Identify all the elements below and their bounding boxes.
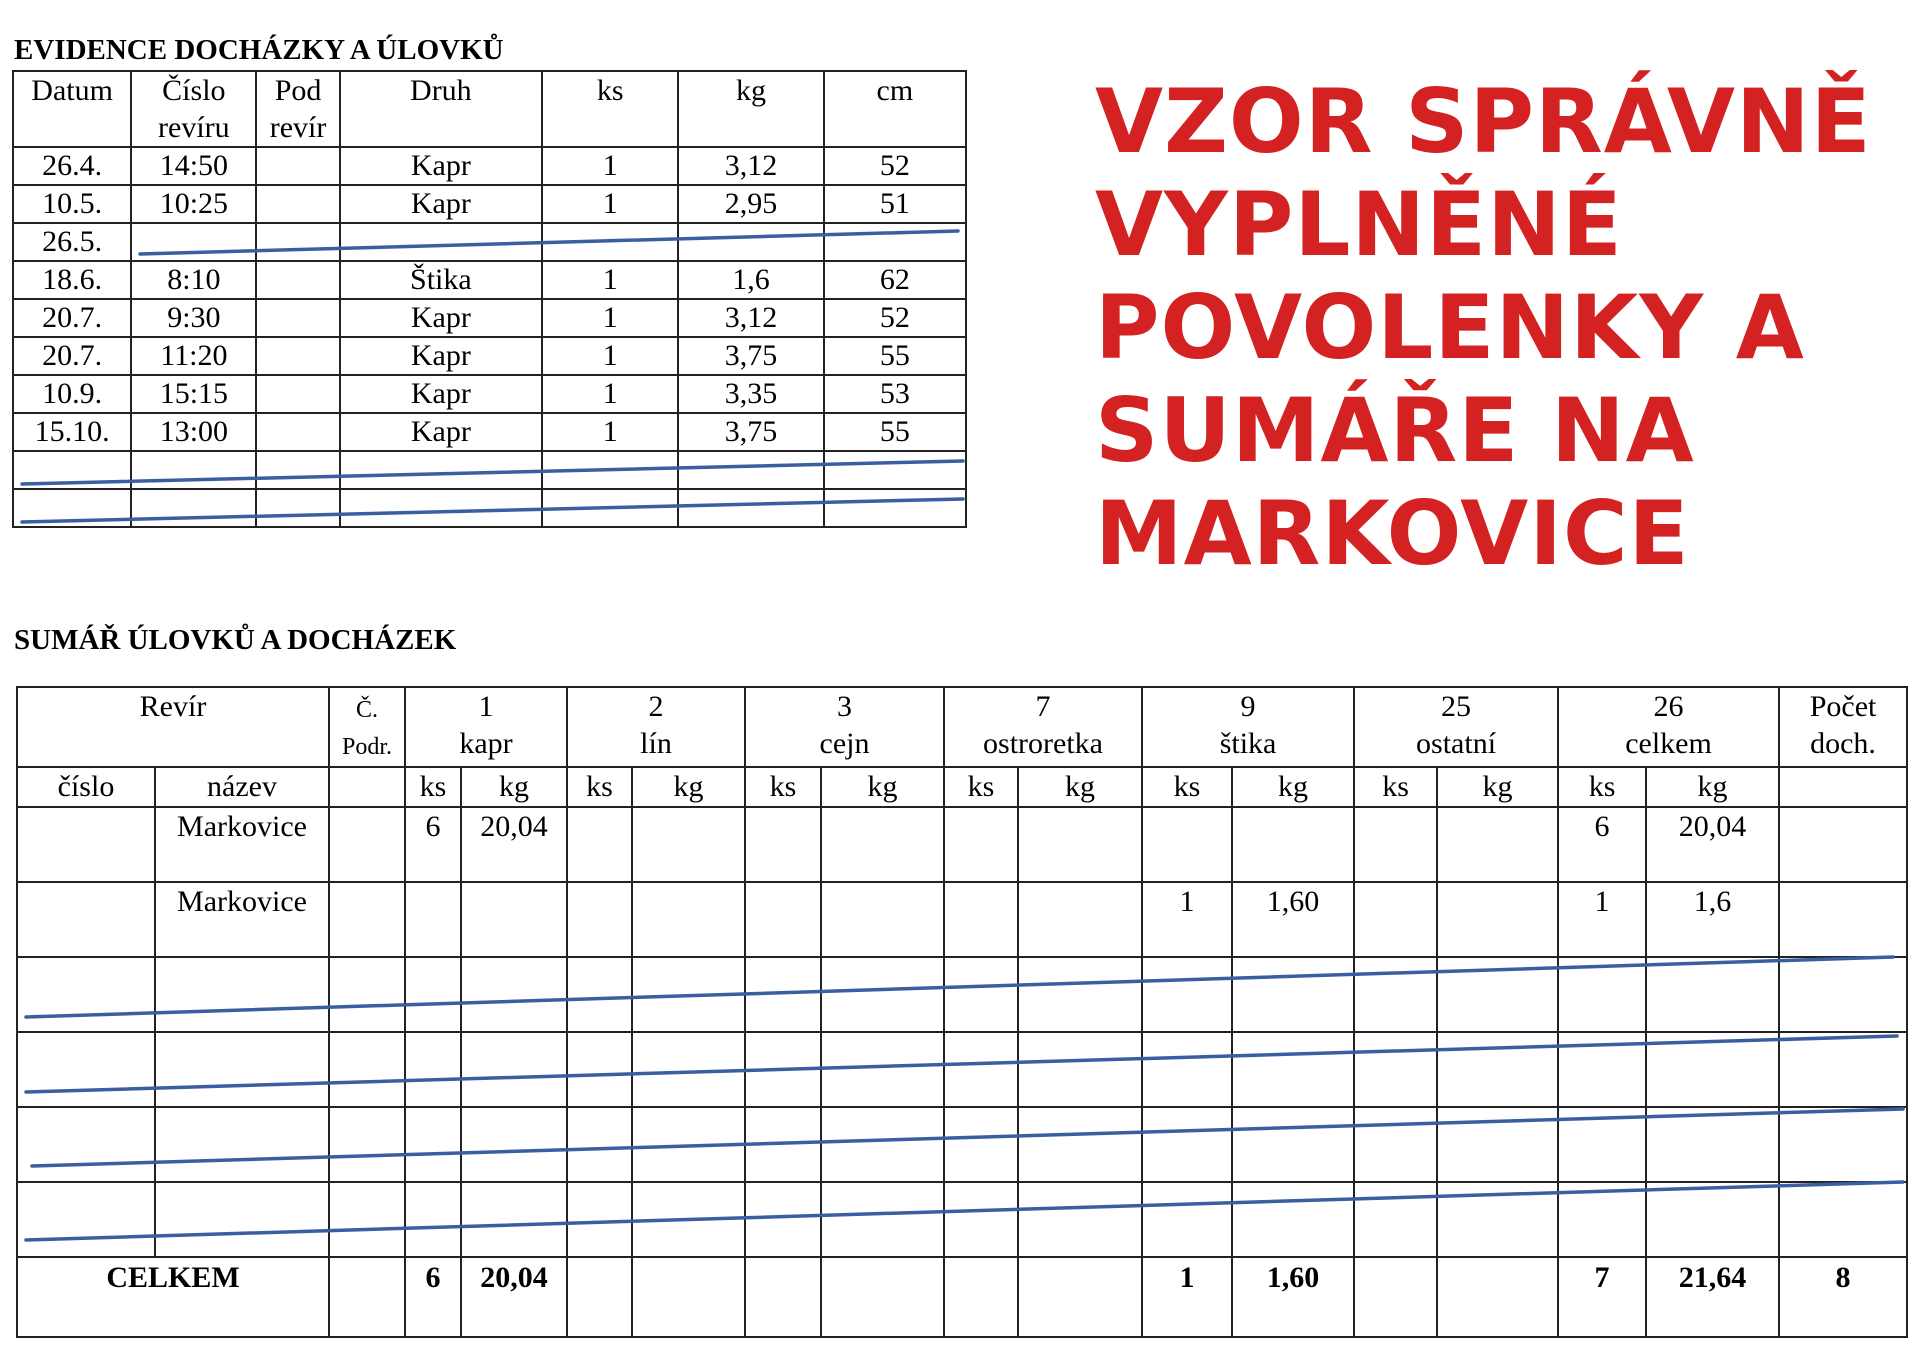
value-cell bbox=[1437, 807, 1558, 882]
revir-header: Revír bbox=[17, 687, 329, 767]
cell-line: revíru bbox=[158, 111, 230, 144]
evidence-cell: 3,12 bbox=[678, 299, 823, 337]
value-cell bbox=[567, 882, 632, 957]
evidence-cell: 3,35 bbox=[678, 375, 823, 413]
evidence-row bbox=[13, 337, 966, 375]
species-header bbox=[1142, 687, 1354, 767]
value-cell bbox=[567, 957, 632, 1032]
evidence-cell bbox=[542, 489, 678, 527]
summary-row bbox=[17, 957, 1907, 1032]
value-cell bbox=[632, 882, 745, 957]
value-cell bbox=[1142, 1032, 1232, 1107]
value-cell bbox=[1232, 1182, 1354, 1257]
value-cell bbox=[821, 882, 944, 957]
value-cell bbox=[1558, 1182, 1646, 1257]
cell-line: 26 bbox=[1653, 690, 1684, 723]
ks-subheader: ks bbox=[405, 767, 461, 807]
value-cell bbox=[1018, 807, 1142, 882]
evidence-header-cell bbox=[340, 71, 542, 147]
value-cell bbox=[821, 957, 944, 1032]
kg-subheader: kg bbox=[821, 767, 944, 807]
evidence-cell: 51 bbox=[824, 185, 966, 223]
value-cell bbox=[1232, 807, 1354, 882]
podr-cell bbox=[329, 1107, 405, 1182]
podr-cell bbox=[329, 957, 405, 1032]
cell-line: Číslo bbox=[162, 74, 226, 107]
ks-subheader: ks bbox=[944, 767, 1018, 807]
cell-line: Č. bbox=[355, 697, 378, 723]
evidence-cell: Kapr bbox=[340, 375, 542, 413]
evidence-header-cell bbox=[131, 71, 256, 147]
cell-line: Druh bbox=[410, 74, 472, 107]
value-cell: 1,6 bbox=[1646, 882, 1779, 957]
value-cell bbox=[1232, 1107, 1354, 1182]
headline-line: VZOR SPRÁVNĚ bbox=[1095, 70, 1872, 173]
value-cell bbox=[1354, 807, 1437, 882]
cell-line: 3 bbox=[837, 690, 853, 723]
value-cell bbox=[944, 1032, 1018, 1107]
value-cell bbox=[1232, 957, 1354, 1032]
podr-subheader bbox=[329, 767, 405, 807]
evidence-cell bbox=[256, 299, 339, 337]
cell-line: 7 bbox=[1035, 690, 1051, 723]
evidence-cell: 55 bbox=[824, 337, 966, 375]
value-cell bbox=[1558, 1107, 1646, 1182]
evidence-cell: 26.5. bbox=[13, 223, 131, 261]
value-cell bbox=[405, 957, 461, 1032]
cell-line: Datum bbox=[31, 74, 113, 107]
value-cell bbox=[1354, 1032, 1437, 1107]
evidence-cell: 52 bbox=[824, 147, 966, 185]
species-header bbox=[405, 687, 567, 767]
evidence-cell: 11:20 bbox=[131, 337, 256, 375]
total-value-cell bbox=[1354, 1257, 1437, 1337]
pocet-cell bbox=[1779, 1032, 1907, 1107]
value-cell bbox=[1437, 1107, 1558, 1182]
cislo-cell bbox=[17, 1182, 155, 1257]
evidence-cell bbox=[824, 451, 966, 489]
nazev-cell: Markovice bbox=[155, 882, 329, 957]
nazev-cell bbox=[155, 1182, 329, 1257]
value-cell bbox=[944, 807, 1018, 882]
evidence-row bbox=[13, 375, 966, 413]
total-value-cell bbox=[745, 1257, 821, 1337]
value-cell bbox=[1354, 957, 1437, 1032]
evidence-cell bbox=[340, 489, 542, 527]
value-cell bbox=[944, 882, 1018, 957]
value-cell bbox=[461, 1182, 567, 1257]
cell-line: Pod bbox=[274, 74, 322, 107]
value-cell bbox=[745, 807, 821, 882]
evidence-cell bbox=[256, 413, 339, 451]
evidence-cell: 15:15 bbox=[131, 375, 256, 413]
evidence-cell: 10.9. bbox=[13, 375, 131, 413]
summary-row bbox=[17, 1032, 1907, 1107]
cell-line: revír bbox=[269, 111, 327, 144]
cell-line: ostroretka bbox=[983, 727, 1103, 760]
value-cell bbox=[944, 1182, 1018, 1257]
cell-line: štika bbox=[1219, 727, 1277, 760]
kg-subheader: kg bbox=[632, 767, 745, 807]
value-cell bbox=[405, 1182, 461, 1257]
value-cell bbox=[461, 1107, 567, 1182]
headline-line: VYPLNĚNÉ bbox=[1095, 173, 1623, 276]
total-value-cell: 20,04 bbox=[461, 1257, 567, 1337]
value-cell bbox=[821, 807, 944, 882]
evidence-cell: Kapr bbox=[340, 337, 542, 375]
evidence-cell bbox=[256, 185, 339, 223]
cislo-cell bbox=[17, 807, 155, 882]
value-cell bbox=[461, 1032, 567, 1107]
pocet-header bbox=[1779, 687, 1907, 767]
value-cell bbox=[1646, 957, 1779, 1032]
value-cell bbox=[405, 882, 461, 957]
pocet-cell bbox=[1779, 1182, 1907, 1257]
total-value-cell bbox=[1437, 1257, 1558, 1337]
nazev-cell bbox=[155, 1107, 329, 1182]
nazev-subheader: název bbox=[155, 767, 329, 807]
value-cell bbox=[1437, 1182, 1558, 1257]
total-value-cell bbox=[1018, 1257, 1142, 1337]
value-cell: 1 bbox=[1142, 882, 1232, 957]
pocet-cell bbox=[1779, 957, 1907, 1032]
value-cell bbox=[632, 957, 745, 1032]
value-cell bbox=[1354, 882, 1437, 957]
evidence-cell bbox=[131, 451, 256, 489]
kg-subheader: kg bbox=[1646, 767, 1779, 807]
evidence-cell: 18.6. bbox=[13, 261, 131, 299]
evidence-cell: 3,75 bbox=[678, 337, 823, 375]
cell-line: 25 bbox=[1441, 690, 1472, 723]
evidence-cell bbox=[678, 489, 823, 527]
value-cell bbox=[1018, 1182, 1142, 1257]
cell-line: cm bbox=[876, 74, 914, 107]
podr-cell bbox=[329, 1182, 405, 1257]
value-cell bbox=[567, 807, 632, 882]
evidence-cell bbox=[542, 223, 678, 261]
species-header bbox=[944, 687, 1142, 767]
value-cell bbox=[1646, 1182, 1779, 1257]
evidence-cell: 1 bbox=[542, 299, 678, 337]
value-cell bbox=[821, 1107, 944, 1182]
evidence-cell: 55 bbox=[824, 413, 966, 451]
evidence-cell: 2,95 bbox=[678, 185, 823, 223]
evidence-cell bbox=[256, 147, 339, 185]
cislo-cell bbox=[17, 957, 155, 1032]
evidence-cell bbox=[824, 223, 966, 261]
value-cell bbox=[821, 1182, 944, 1257]
value-cell bbox=[1142, 1182, 1232, 1257]
cell-line: lín bbox=[640, 727, 672, 760]
headline-line: POVOLENKY A bbox=[1095, 276, 1805, 379]
evidence-cell bbox=[13, 489, 131, 527]
value-cell bbox=[944, 1107, 1018, 1182]
evidence-header-cell bbox=[542, 71, 678, 147]
value-cell bbox=[745, 1182, 821, 1257]
evidence-row bbox=[13, 299, 966, 337]
evidence-cell bbox=[256, 337, 339, 375]
cell-line: ostatní bbox=[1416, 727, 1497, 760]
species-header bbox=[1354, 687, 1558, 767]
evidence-cell bbox=[256, 223, 339, 261]
summary-table bbox=[16, 686, 1908, 1338]
evidence-cell: 20.7. bbox=[13, 299, 131, 337]
evidence-cell bbox=[13, 451, 131, 489]
kg-subheader: kg bbox=[461, 767, 567, 807]
kg-subheader: kg bbox=[1437, 767, 1558, 807]
value-cell bbox=[1558, 1032, 1646, 1107]
evidence-row bbox=[13, 451, 966, 489]
value-cell bbox=[1018, 1032, 1142, 1107]
evidence-title: EVIDENCE DOCHÁZKY A ÚLOVKŮ bbox=[14, 34, 504, 66]
cell-line: 1 bbox=[478, 690, 494, 723]
value-cell bbox=[1142, 957, 1232, 1032]
value-cell bbox=[745, 1107, 821, 1182]
evidence-cell: Kapr bbox=[340, 413, 542, 451]
evidence-cell: 1 bbox=[542, 147, 678, 185]
evidence-cell: 62 bbox=[824, 261, 966, 299]
value-cell bbox=[1646, 1107, 1779, 1182]
value-cell bbox=[1232, 1032, 1354, 1107]
value-cell bbox=[1558, 957, 1646, 1032]
evidence-cell: Kapr bbox=[340, 299, 542, 337]
evidence-cell: 1 bbox=[542, 185, 678, 223]
evidence-header-row bbox=[13, 71, 966, 147]
evidence-cell: 3,12 bbox=[678, 147, 823, 185]
evidence-header-cell bbox=[824, 71, 966, 147]
value-cell bbox=[1142, 807, 1232, 882]
cislo-cell bbox=[17, 1032, 155, 1107]
evidence-cell bbox=[256, 375, 339, 413]
value-cell bbox=[745, 882, 821, 957]
headline-line: SUMÁŘE NA bbox=[1095, 379, 1695, 482]
evidence-cell bbox=[824, 489, 966, 527]
cell-line: Podr. bbox=[341, 734, 392, 760]
cell-line: cejn bbox=[819, 727, 870, 760]
cislo-cell bbox=[17, 882, 155, 957]
evidence-cell: 13:00 bbox=[131, 413, 256, 451]
value-cell bbox=[745, 957, 821, 1032]
evidence-cell: 1 bbox=[542, 261, 678, 299]
ks-subheader: ks bbox=[1558, 767, 1646, 807]
evidence-cell: 3,75 bbox=[678, 413, 823, 451]
evidence-cell bbox=[256, 489, 339, 527]
evidence-cell: 1,6 bbox=[678, 261, 823, 299]
podr-cell bbox=[329, 1257, 405, 1337]
value-cell: 1 bbox=[1558, 882, 1646, 957]
total-value-cell: 1 bbox=[1142, 1257, 1232, 1337]
evidence-cell bbox=[678, 223, 823, 261]
kg-subheader: kg bbox=[1018, 767, 1142, 807]
species-header bbox=[1558, 687, 1779, 767]
evidence-cell bbox=[678, 451, 823, 489]
total-value-cell bbox=[632, 1257, 745, 1337]
evidence-row bbox=[13, 147, 966, 185]
ks-subheader: ks bbox=[1354, 767, 1437, 807]
value-cell bbox=[461, 957, 567, 1032]
value-cell: 20,04 bbox=[461, 807, 567, 882]
podr-header bbox=[329, 687, 405, 767]
value-cell bbox=[1018, 882, 1142, 957]
evidence-cell: 15.10. bbox=[13, 413, 131, 451]
ks-subheader: ks bbox=[567, 767, 632, 807]
total-value-cell: 21,64 bbox=[1646, 1257, 1779, 1337]
value-cell bbox=[632, 1032, 745, 1107]
value-cell bbox=[821, 1032, 944, 1107]
evidence-cell bbox=[256, 261, 339, 299]
evidence-cell: 8:10 bbox=[131, 261, 256, 299]
cell-line: kapr bbox=[459, 727, 513, 760]
sample-headline bbox=[1095, 70, 1872, 585]
value-cell bbox=[1142, 1107, 1232, 1182]
total-value-cell: 7 bbox=[1558, 1257, 1646, 1337]
ks-subheader: ks bbox=[745, 767, 821, 807]
evidence-header-cell bbox=[256, 71, 339, 147]
podr-cell bbox=[329, 807, 405, 882]
cell-line: Počet bbox=[1809, 690, 1877, 723]
value-cell bbox=[1437, 1032, 1558, 1107]
total-pocet: 8 bbox=[1779, 1257, 1907, 1337]
total-row bbox=[17, 1257, 1907, 1337]
value-cell bbox=[567, 1107, 632, 1182]
evidence-cell: 1 bbox=[542, 337, 678, 375]
evidence-cell: 1 bbox=[542, 413, 678, 451]
podr-cell bbox=[329, 1032, 405, 1107]
value-cell: 1,60 bbox=[1232, 882, 1354, 957]
evidence-cell: Kapr bbox=[340, 185, 542, 223]
value-cell bbox=[461, 882, 567, 957]
value-cell: 20,04 bbox=[1646, 807, 1779, 882]
summary-row bbox=[17, 1182, 1907, 1257]
value-cell bbox=[632, 807, 745, 882]
nazev-cell bbox=[155, 957, 329, 1032]
value-cell bbox=[1646, 1032, 1779, 1107]
kg-subheader: kg bbox=[1232, 767, 1354, 807]
evidence-cell bbox=[542, 451, 678, 489]
value-cell bbox=[944, 957, 1018, 1032]
summary-subheader-row bbox=[17, 767, 1907, 807]
evidence-table bbox=[12, 70, 967, 528]
evidence-cell bbox=[131, 223, 256, 261]
evidence-cell: 10:25 bbox=[131, 185, 256, 223]
cislo-subheader: číslo bbox=[17, 767, 155, 807]
cell-line: ks bbox=[596, 74, 624, 107]
total-value-cell bbox=[944, 1257, 1018, 1337]
evidence-cell: 1 bbox=[542, 375, 678, 413]
cell-line: kg bbox=[736, 74, 766, 107]
pocet-cell bbox=[1779, 1107, 1907, 1182]
evidence-cell: Štika bbox=[340, 261, 542, 299]
summary-row bbox=[17, 882, 1907, 957]
total-value-cell: 6 bbox=[405, 1257, 461, 1337]
cislo-cell bbox=[17, 1107, 155, 1182]
evidence-header-cell bbox=[678, 71, 823, 147]
total-value-cell: 1,60 bbox=[1232, 1257, 1354, 1337]
cell-line: 2 bbox=[648, 690, 664, 723]
value-cell: 6 bbox=[405, 807, 461, 882]
evidence-row bbox=[13, 413, 966, 451]
nazev-cell: Markovice bbox=[155, 807, 329, 882]
species-header bbox=[745, 687, 944, 767]
evidence-cell bbox=[340, 451, 542, 489]
evidence-cell bbox=[256, 451, 339, 489]
value-cell bbox=[632, 1107, 745, 1182]
value-cell bbox=[1018, 1107, 1142, 1182]
evidence-cell: 14:50 bbox=[131, 147, 256, 185]
cell-line: 9 bbox=[1240, 690, 1256, 723]
summary-title: SUMÁŘ ÚLOVKŮ A DOCHÁZEK bbox=[14, 624, 457, 656]
podr-cell bbox=[329, 882, 405, 957]
evidence-cell bbox=[340, 223, 542, 261]
summary-row bbox=[17, 807, 1907, 882]
value-cell: 6 bbox=[1558, 807, 1646, 882]
evidence-cell bbox=[131, 489, 256, 527]
value-cell bbox=[745, 1032, 821, 1107]
evidence-cell: 9:30 bbox=[131, 299, 256, 337]
ks-subheader: ks bbox=[1142, 767, 1232, 807]
summary-row bbox=[17, 1107, 1907, 1182]
value-cell bbox=[405, 1032, 461, 1107]
pocet-cell bbox=[1779, 882, 1907, 957]
pocet-cell bbox=[1779, 807, 1907, 882]
total-value-cell bbox=[821, 1257, 944, 1337]
species-header bbox=[567, 687, 745, 767]
cell-line: doch. bbox=[1810, 727, 1876, 760]
value-cell bbox=[567, 1182, 632, 1257]
value-cell bbox=[1018, 957, 1142, 1032]
value-cell bbox=[405, 1107, 461, 1182]
cell-line: celkem bbox=[1625, 727, 1712, 760]
summary-header-row bbox=[17, 687, 1907, 767]
value-cell bbox=[567, 1032, 632, 1107]
evidence-row bbox=[13, 185, 966, 223]
total-label: CELKEM bbox=[17, 1257, 329, 1337]
total-value-cell bbox=[567, 1257, 632, 1337]
evidence-row bbox=[13, 489, 966, 527]
evidence-cell: Kapr bbox=[340, 147, 542, 185]
evidence-cell: 52 bbox=[824, 299, 966, 337]
evidence-cell: 20.7. bbox=[13, 337, 131, 375]
evidence-header-cell bbox=[13, 71, 131, 147]
evidence-cell: 26.4. bbox=[13, 147, 131, 185]
pocet-subheader bbox=[1779, 767, 1907, 807]
evidence-cell: 53 bbox=[824, 375, 966, 413]
value-cell bbox=[1437, 957, 1558, 1032]
headline-line: MARKOVICE bbox=[1095, 482, 1690, 585]
value-cell bbox=[1437, 882, 1558, 957]
evidence-cell: 10.5. bbox=[13, 185, 131, 223]
value-cell bbox=[1354, 1182, 1437, 1257]
nazev-cell bbox=[155, 1032, 329, 1107]
value-cell bbox=[632, 1182, 745, 1257]
value-cell bbox=[1354, 1107, 1437, 1182]
evidence-row bbox=[13, 261, 966, 299]
evidence-row bbox=[13, 223, 966, 261]
